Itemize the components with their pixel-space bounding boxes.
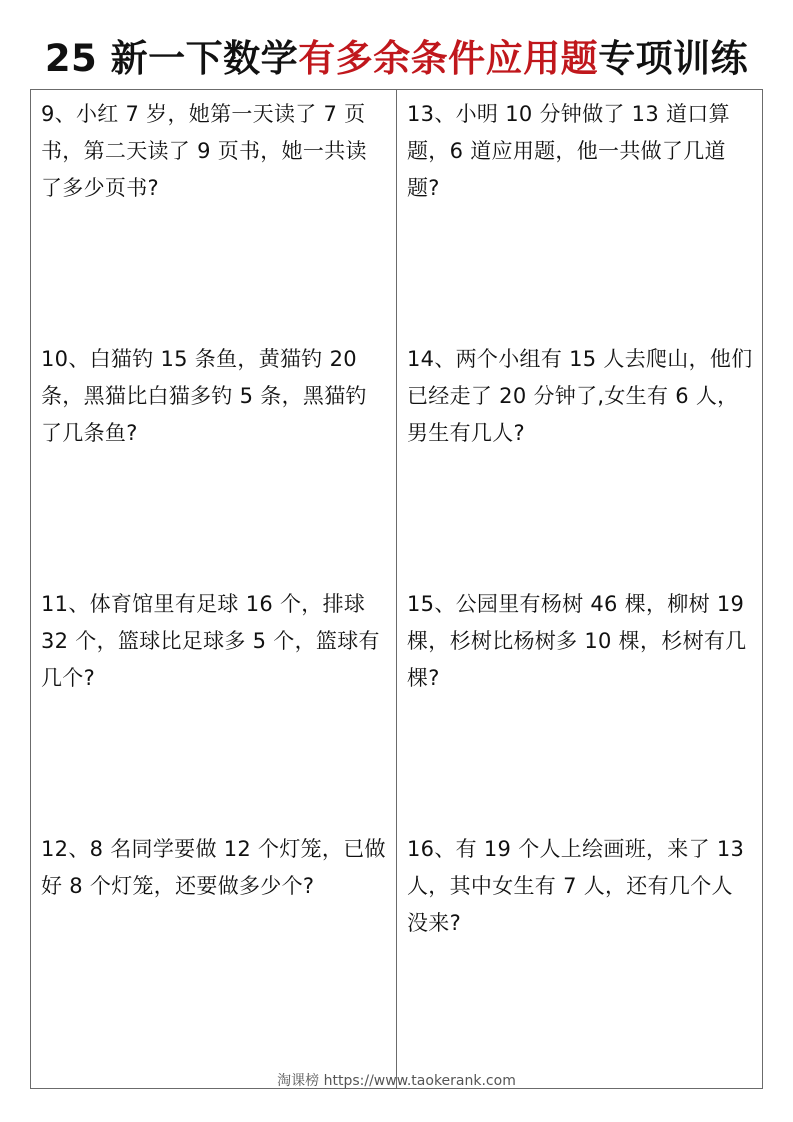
problem-text: 11、体育馆里有足球 16 个，排球 32 个，篮球比足球多 5 个，篮球有几个?	[41, 592, 380, 690]
title-prefix: 25 新一下数学	[44, 37, 299, 80]
problem-text: 9、小红 7 岁，她第一天读了 7 页书，第二天读了 9 页书，她一共读了多少页书?	[41, 102, 367, 200]
problem-cell	[397, 580, 762, 825]
title-suffix: 专项训练	[598, 37, 749, 80]
problem-cell	[397, 825, 762, 1088]
problem-grid	[30, 89, 763, 1089]
page-title	[0, 34, 793, 84]
problem-cell	[31, 580, 397, 825]
problem-text: 16、有 19 个人上绘画班，来了 13 人，其中女生有 7 人，还有几个人没来?	[407, 837, 745, 935]
problem-text: 13、小明 10 分钟做了 13 道口算题，6 道应用题，他一共做了几道题?	[407, 102, 730, 200]
problem-cell	[397, 90, 762, 335]
problem-text: 12、8 名同学要做 12 个灯笼，已做好 8 个灯笼，还要做多少个?	[41, 837, 386, 898]
title-highlight: 有多余条件应用题	[298, 37, 599, 80]
problem-cell	[31, 90, 397, 335]
problem-text: 15、公园里有杨树 46 棵，柳树 19 棵，杉树比杨树多 10 棵，杉树有几棵?	[407, 592, 747, 690]
problem-cell	[31, 335, 397, 580]
problem-cell	[397, 335, 762, 580]
problem-text: 14、两个小组有 15 人去爬山，他们已经走了 20 分钟了,女生有 6 人，男生有几人?	[407, 347, 753, 445]
problem-text: 10、白猫钓 15 条鱼，黄猫钓 20 条，黑猫比白猫多钓 5 条，黑猫钓了几条鱼?	[41, 347, 367, 445]
problem-cell	[31, 825, 397, 1088]
footer-watermark: 淘课榜 https://www.taokerank.com	[277, 1073, 516, 1089]
